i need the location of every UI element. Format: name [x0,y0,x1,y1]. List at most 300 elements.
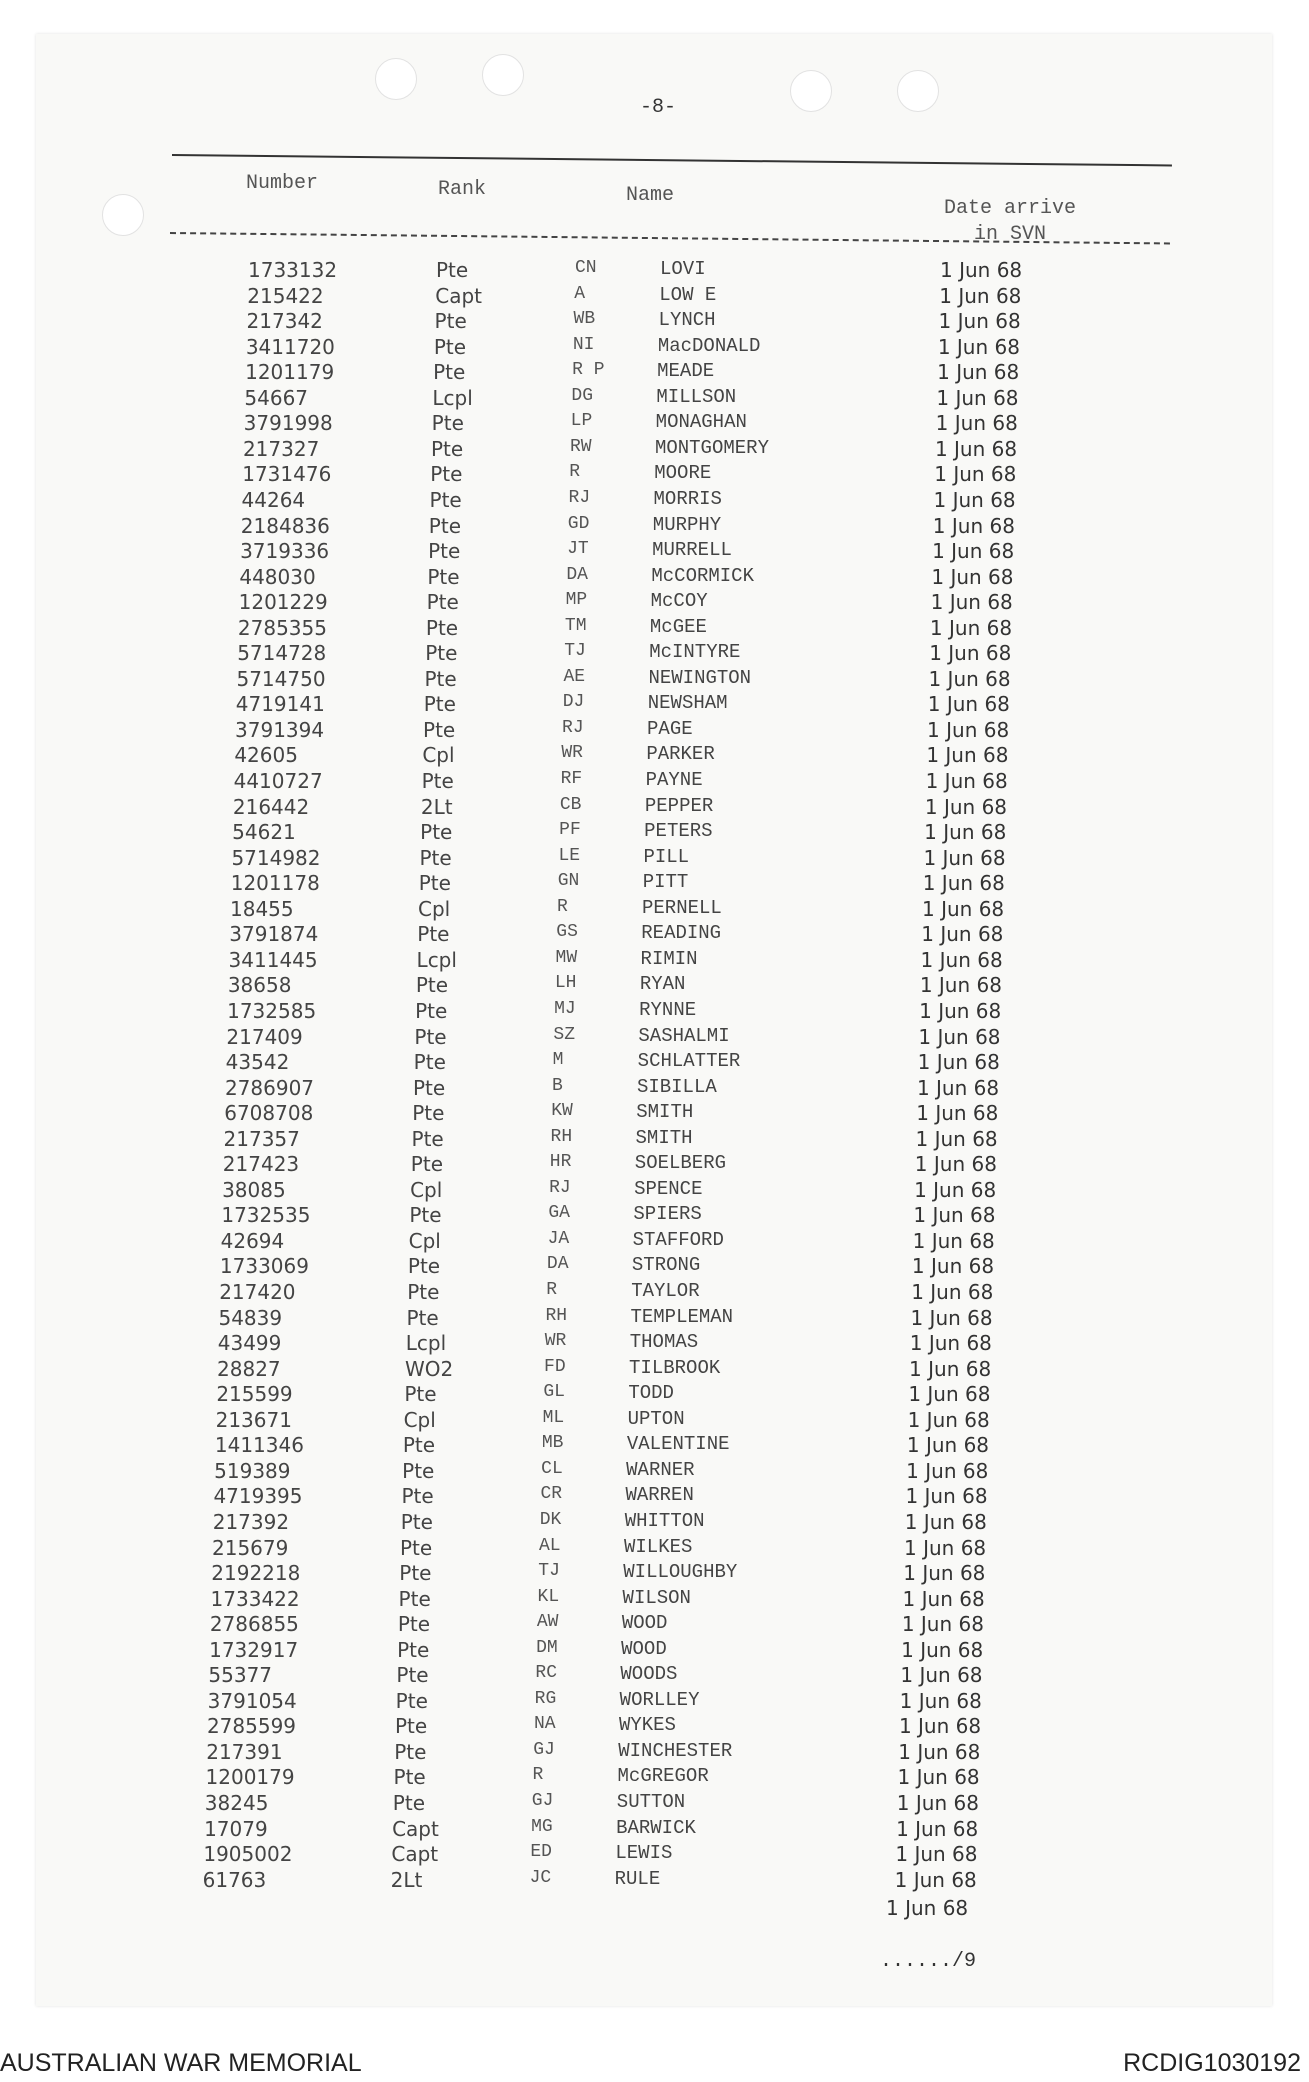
initials: MP [565,590,588,611]
arrival-date: 1 Jun 68 [932,539,1015,564]
service-number: 3791054 [207,1688,297,1713]
arrival-date: 1 Jun 68 [906,1458,989,1483]
surname: McCORMICK [651,564,754,587]
table-row [0,1280,1309,1306]
arrival-date: 1 Jun 68 [922,871,1005,896]
rank: Pte [427,564,460,589]
service-number: 217392 [212,1509,290,1534]
arrival-date: 1 Jun 68 [901,1612,984,1637]
initials: TJ [538,1561,560,1582]
table-row [0,1510,1309,1536]
table-row [0,718,1309,744]
rank: Pte [412,1101,445,1126]
surname: TAYLOR [631,1280,700,1302]
arrival-date: 1 Jun 68 [934,436,1018,461]
initials: R [532,1765,544,1786]
initials: A [574,283,586,304]
surname: MURRELL [652,539,732,562]
surname: NEWINGTON [648,666,752,689]
initials: DG [571,385,593,406]
rank: Pte [430,462,463,487]
initials: CN [575,258,597,278]
surname: WILKES [624,1535,693,1558]
rank: Pte [424,666,457,691]
service-number: 217391 [206,1739,283,1764]
service-number: 1732917 [209,1637,299,1662]
arrival-date: 1 Jun 68 [900,1663,983,1688]
initials: NA [533,1714,556,1735]
rank: Pte [414,1024,447,1049]
service-number: 217327 [242,436,320,461]
table-row [0,973,1309,999]
arrival-date: 1 Jun 68 [936,385,1019,410]
service-number: 448030 [239,564,316,589]
surname: PILL [643,845,690,868]
arrival-date: 1 Jun 68 [935,411,1018,436]
surname: READING [641,922,722,945]
initials: GA [548,1203,570,1224]
initials: GJ [533,1739,555,1760]
punch-hole [482,54,524,96]
surname: PETERS [644,820,713,843]
rank: Pte [410,1152,444,1177]
table-row [0,922,1309,948]
table-row [0,616,1309,642]
initials: GL [543,1382,565,1403]
surname: LOW E [659,283,717,306]
arrival-date: 1 Jun 68 [906,1433,990,1458]
surname: MILLSON [656,385,737,408]
initials: DA [546,1254,569,1275]
service-number: 1732535 [221,1203,311,1228]
arrival-date: 1 Jun 68 [895,1842,978,1867]
surname: PARKER [646,743,715,766]
rank: Cpl [410,1177,443,1202]
arrival-date: 1 Jun 68 [939,283,1022,308]
table-row [0,590,1309,616]
service-number: 1200179 [205,1765,295,1790]
arrival-date: 1 Jun 68 [927,717,1010,742]
arrival-date: 1 Jun 68 [914,1177,997,1202]
arrival-date: 1 Jun 68 [898,1714,982,1739]
service-number: 38085 [222,1177,286,1202]
initials: TM [564,615,587,636]
surname: SUTTON [616,1791,686,1813]
rank: Pte [392,1791,426,1815]
table-row [0,1689,1309,1715]
rank: Cpl [418,896,451,921]
surname: SIBILLA [636,1075,717,1098]
arrival-date: 1 Jun 68 [929,615,1013,640]
arrival-date: 1 Jun 68 [899,1688,982,1713]
rank: Cpl [422,743,455,768]
service-number: 1201178 [230,871,320,896]
rank: Pte [397,1637,430,1662]
surname: PEPPER [644,794,714,817]
initials: RC [535,1663,557,1684]
extra-date-row [0,1896,1309,1922]
initials: LP [570,411,593,432]
surname: WARREN [625,1484,694,1507]
surname: RYAN [639,973,686,996]
arrival-date: 1 Jun 68 [907,1407,990,1432]
service-number: 2192218 [211,1561,301,1586]
surname: WOOD [621,1637,667,1660]
initials: ED [530,1842,552,1863]
arrival-date: 1 Jun 68 [916,1101,999,1126]
service-number: 44264 [241,487,306,512]
service-number: 2184836 [240,513,330,538]
surname: McCOY [650,590,708,613]
rank: Lcpl [405,1331,447,1356]
table-row [0,1433,1309,1459]
surname: MEADE [657,360,715,383]
service-number: 3411445 [228,947,318,972]
table-row [0,846,1309,872]
service-number: 6708708 [224,1101,314,1126]
service-number: 4410727 [233,769,323,793]
rank: Pte [431,411,464,436]
rank: Pte [425,641,458,666]
continuation-marker: ....../9 [880,1950,977,1973]
service-number: 38658 [227,973,292,998]
surname: STRONG [631,1254,701,1277]
header-rank: Rank [438,178,487,201]
surname: MORRIS [653,487,722,510]
table-row [0,1740,1309,1766]
initials: RJ [568,487,591,508]
rank: Pte [433,360,466,385]
arrival-date: 1 Jun 68 [919,998,1002,1023]
initials: CB [559,794,582,815]
table-row [0,1612,1309,1638]
service-number: 213671 [215,1407,292,1432]
surname: LEWIS [615,1842,673,1865]
rank: Pte [402,1433,436,1458]
initials: MW [555,947,578,968]
service-number: 4719395 [213,1484,303,1509]
initials: GD [567,513,590,534]
initials: WR [544,1331,567,1352]
arrival-date: 1 Jun 68 [918,1024,1001,1049]
header-number: Number [246,172,319,195]
rank: Pte [400,1535,433,1560]
arrival-date: 1 Jun 68 [926,743,1009,768]
arrival-date: 1 Jun 68 [916,1075,1000,1100]
surname: BARWICK [616,1816,696,1839]
service-number: 1733422 [210,1586,300,1611]
table-row [0,1714,1309,1740]
rank: Pte [423,717,456,742]
rank: Lcpl [432,385,473,410]
surname: RULE [614,1867,661,1890]
footer-record-id: RCDIG1030192 [1123,2049,1301,2077]
initials: RJ [562,717,584,738]
table-row [0,1152,1309,1178]
table-row [0,488,1309,514]
header-date-line1: Date arrive [944,197,1077,220]
surname: TODD [628,1382,674,1405]
surname: McGREGOR [617,1765,709,1788]
arrival-date: 1 Jun 68 [902,1586,985,1611]
arrival-date: 1 Jun 68 [925,769,1008,793]
punch-hole [375,58,417,100]
arrival-date: 1 Jun 68 [919,973,1002,998]
rank: Pte [421,769,454,793]
rank: Pte [399,1561,432,1586]
initials: GN [557,871,580,892]
service-number: 215422 [247,283,324,308]
arrival-date: 1 Jun 68 [915,1126,998,1151]
surname: MOORE [654,462,712,485]
rank: Pte [433,334,467,359]
table-row [0,1254,1309,1280]
arrival-date: 1 Jun 68 [909,1356,992,1381]
rank: Pte [400,1509,433,1534]
table-row [0,360,1309,386]
arrival-date: 1 Jun 68 [897,1765,980,1790]
rank: Pte [412,1075,446,1100]
table-row [0,897,1309,923]
service-number: 2786855 [209,1612,299,1637]
rank: Pte [402,1458,435,1483]
service-number: 1733132 [248,258,338,282]
surname: TEMPLEMAN [630,1305,734,1328]
initials: RW [569,436,592,457]
surname: SASHALMI [638,1024,730,1047]
rank: Pte [398,1586,431,1611]
rank: Pte [426,590,459,615]
service-number: 217409 [226,1024,303,1049]
surname: MONAGHAN [655,411,747,434]
rank: Pte [423,692,456,717]
arrival-date: 1 Jun 68 [911,1280,994,1304]
extra-date: 1 Jun 68 [886,1896,969,1920]
initials: SZ [553,1024,575,1045]
arrival-date: 1 Jun 68 [924,820,1007,845]
table-row [0,1357,1309,1383]
arrival-date: 1 Jun 68 [904,1535,987,1560]
table-row [0,1536,1309,1562]
table-row [0,1587,1309,1613]
surname: WOODS [620,1663,678,1686]
initials: RH [545,1305,568,1326]
table-row [0,1868,1309,1894]
service-number: 1731476 [242,462,332,487]
rank: Pte [407,1280,440,1304]
surname: THOMAS [629,1331,699,1354]
initials: LE [558,845,581,866]
initials: RG [534,1688,557,1709]
service-number: 217423 [222,1152,300,1177]
rank: Capt [392,1816,439,1841]
service-number: 215599 [216,1382,293,1407]
table-row [0,1382,1309,1408]
rank: Pte [418,871,451,896]
surname: SMITH [635,1126,693,1149]
surname: McINTYRE [649,641,741,664]
surname: WYKES [618,1714,676,1737]
arrival-date: 1 Jun 68 [937,360,1020,385]
service-number: 54621 [232,820,296,845]
table-row [0,1025,1309,1051]
service-number: 1732585 [227,998,317,1023]
arrival-date: 1 Jun 68 [924,794,1008,819]
service-number: 61763 [202,1867,267,1892]
header-name: Name [626,184,675,207]
table-row [0,1842,1309,1868]
service-number: 1411346 [214,1433,304,1458]
initials: CL [541,1458,563,1479]
arrival-date: 1 Jun 68 [930,590,1013,615]
table-row [0,667,1309,693]
initials: KW [551,1101,573,1122]
table-row [0,1050,1309,1076]
rank: WO2 [405,1356,454,1381]
service-number: 43499 [217,1331,282,1356]
service-number: 3411720 [245,334,335,359]
service-number: 3719336 [240,539,330,564]
service-number: 217420 [219,1280,296,1304]
arrival-date: 1 Jun 68 [923,845,1006,870]
service-number: 5714982 [231,845,321,870]
rank: Pte [430,436,464,461]
punch-hole [897,70,939,112]
surname: RYNNE [639,998,697,1021]
initials: M [552,1050,564,1071]
initials: HR [549,1152,572,1173]
arrival-date: 1 Jun 68 [929,641,1012,666]
initials: RJ [549,1177,571,1198]
page-number: -8- [640,96,677,119]
service-number: 5714750 [236,666,326,691]
initials: NI [572,334,595,355]
initials: FD [544,1356,566,1377]
initials: TJ [564,641,586,662]
surname: UPTON [627,1407,685,1430]
rank: Pte [434,309,467,334]
rank: Pte [436,258,469,282]
arrival-date: 1 Jun 68 [920,947,1003,972]
service-number: 54839 [218,1305,283,1330]
surname: SPENCE [634,1177,703,1200]
rank: Pte [428,513,462,538]
table-row [0,948,1309,974]
rank: 2Lt [420,794,453,819]
rank: Pte [417,922,450,947]
surname: MURPHY [652,513,722,536]
rank: Pte [396,1663,429,1688]
rank: Lcpl [416,947,457,972]
surname: MONTGOMERY [654,436,769,459]
table-row [0,1127,1309,1153]
service-number: 1201179 [245,360,335,385]
service-number: 5714728 [237,641,327,666]
initials: R [569,462,581,483]
service-number: 54667 [244,385,309,410]
table-row [0,1178,1309,1204]
service-number: 1905002 [203,1842,293,1867]
arrival-date: 1 Jun 68 [898,1739,981,1764]
arrival-date: 1 Jun 68 [905,1484,988,1509]
service-number: 217357 [223,1126,300,1151]
service-number: 217342 [246,309,323,334]
table-row [0,1765,1309,1791]
rank: Capt [435,283,483,308]
surname: PAYNE [645,769,703,791]
service-number: 38245 [204,1791,269,1815]
surname: PAGE [647,717,693,740]
arrival-date: 1 Jun 68 [928,666,1011,691]
punch-hole [102,194,144,236]
initials: PF [559,820,581,841]
service-number: 42605 [234,743,298,768]
rank: Pte [401,1484,434,1509]
rank: Cpl [408,1228,441,1253]
arrival-date: 1 Jun 68 [904,1509,987,1534]
arrival-date: 1 Jun 68 [909,1331,992,1356]
service-number: 28827 [217,1356,281,1381]
service-number: 2785599 [206,1714,297,1739]
initials: R [557,896,568,917]
rank: Pte [395,1688,428,1713]
arrival-date: 1 Jun 68 [911,1254,995,1279]
service-number: 17079 [204,1816,268,1841]
initials: ML [542,1407,565,1428]
initials: WR [561,743,583,764]
rank: Pte [411,1126,444,1151]
punch-hole [790,70,832,112]
table-row [0,437,1309,463]
surname: WOOD [621,1612,668,1635]
rank: Pte [409,1203,442,1228]
initials: AW [536,1612,559,1633]
initials: JT [567,539,589,560]
arrival-date: 1 Jun 68 [894,1867,977,1892]
service-number: 55377 [208,1663,273,1688]
arrival-date: 1 Jun 68 [921,922,1004,947]
surname: TILBROOK [629,1356,721,1379]
table-row [0,386,1309,412]
arrival-date: 1 Jun 68 [931,564,1014,589]
initials: JA [547,1228,570,1249]
surname: WARNER [626,1458,695,1481]
arrival-date: 1 Jun 68 [912,1228,995,1253]
rank: Pte [406,1305,439,1330]
surname: SOELBERG [634,1152,727,1175]
initials: R P [572,360,605,381]
rank: Pte [394,1739,427,1764]
table-row [0,1408,1309,1434]
initials: DM [536,1637,558,1658]
initials: AL [539,1535,561,1556]
initials: JC [529,1867,552,1888]
surname: PERNELL [642,896,722,919]
rank: 2Lt [390,1867,423,1892]
service-number: 18455 [230,896,294,921]
arrival-date: 1 Jun 68 [937,334,1020,359]
surname: NEWSHAM [647,692,728,715]
table-row [0,692,1309,718]
table-row [0,539,1309,565]
service-number: 43542 [225,1050,290,1075]
table-row [0,1561,1309,1587]
arrival-date: 1 Jun 68 [940,258,1023,282]
service-number: 1201229 [238,590,328,615]
arrival-date: 1 Jun 68 [903,1561,986,1586]
surname: LYNCH [658,309,716,332]
arrival-date: 1 Jun 68 [917,1050,1000,1075]
